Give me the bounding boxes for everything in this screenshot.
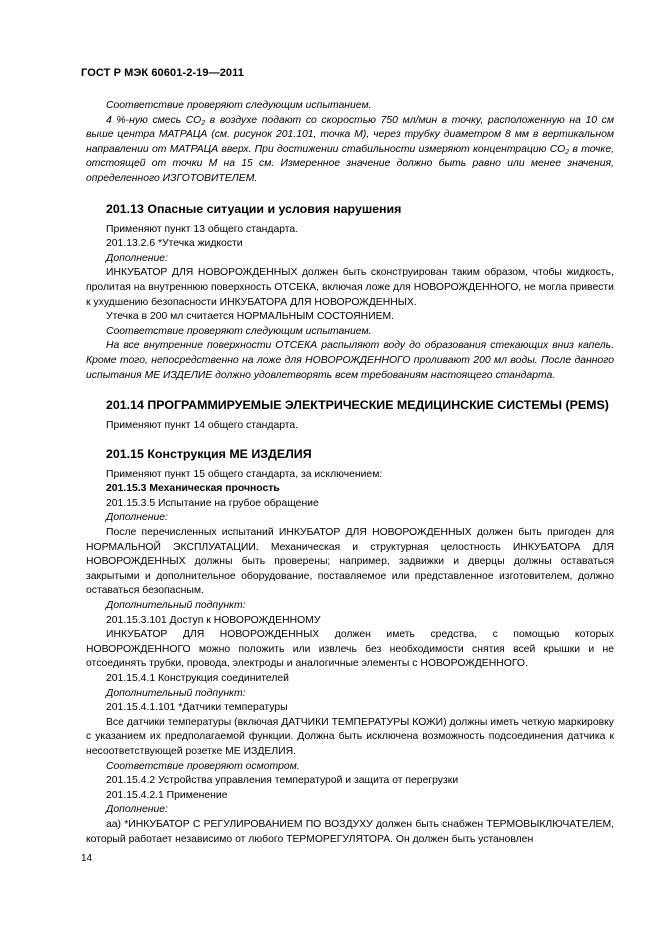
paragraph: ИНКУБАТОР ДЛЯ НОВОРОЖДЕННЫХ должен быть сконструирован таким образом, чтобы жидкость, пролитая на внутреннюю поверхность ОТСЕКА, включая ложе для НОВОРОЖДЕННОГО, не могла привести к ухудшению безопасности ИНКУБАТОРА ДЛЯ НОВОРОЖДЕННЫХ. [86,267,614,308]
paragraph: Применяют пункт 13 общего стандарта. [106,223,299,235]
gas-test-paragraph: 4 %-ную смесь $СО_2$ в воздухе подают со скоростью 750 мл/мин в точку, расположенную на 10 см выше центра МАТРАЦА (см. рисунок 201.101, точка М), через трубку диаметром 8 мм в вертикальном направлении от МАТРАЦА вверх. При достижении стабильности измеряют концентрацию $СО_2$ в точке, отстоящей от точки М на 15 см. Измеренное значение должно быть равно или менее значения, определенного ИЗГОТОВИТЕЛЕМ. [86,114,614,184]
additional-subclause-label: Дополнительный подпункт: [106,687,246,699]
document-body [86,99,614,847]
paragraph: Все датчики температуры (включая ДАТЧИКИ ТЕМПЕРАТУРЫ КОЖИ) должны иметь четкую маркировку с указанием их предполагаемой функции. Должна быть исключена возможность подсоединения датчика к несоответствующей розетке МЕ ИЗДЕЛИЯ. [86,716,614,757]
compliance-line: Соответствие проверяют следующим испытанием. [106,325,372,337]
page-number: 14 [81,853,93,864]
paragraph: Применяют пункт 14 общего стандарта. [106,420,299,432]
paragraph: После перечисленных испытаний ИНКУБАТОР ДЛЯ НОВОРОЖДЕННЫХ должен быть пригоден для НОРМАЛЬНОЙ ЭКСПЛУАТАЦИИ. Механическая и структурная целостность ИНКУБАТОРА ДЛЯ НОВОРОЖДЕННЫХ должны быть проверены; например, задвижки и дверцы должны оставаться закрытыми и дополнительное оборудование, поставляемое или представленное изготовителем, должно оставаться безопасным. [86,527,614,597]
subclause-title: 201.15.4.2.1 Применение [106,789,228,801]
section-heading-201-14: 201.14 ПРОГРАММИРУЕМЫЕ ЭЛЕКТРИЧЕСКИЕ МЕДИЦИНСКИЕ СИСТЕМЫ (PEMS) [106,398,609,413]
additional-subclause-label: Дополнительный подпункт: [106,600,246,612]
list-item-aa: аа) *ИНКУБАТОР С РЕГУЛИРОВАНИЕМ ПО ВОЗДУХУ должен быть снабжен ТЕРМОВЫКЛЮЧАТЕЛЕМ, который работает независимо от любого ТЕРМОРЕГУЛЯТОРА. Он должен быть установлен [86,818,614,845]
subclause-title: 201.15.4.1.101 *Датчики температуры [106,702,288,714]
paragraph: Применяют пункт 15 общего стандарта, за исключением: [106,468,383,480]
subclause-title: 201.15.4.2 Устройства управления температурой и защита от перегрузки [106,775,459,787]
section-heading-201-15: 201.15 Конструкция МЕ ИЗДЕЛИЯ [106,446,312,461]
subclause-heading: 201.15.3 Механическая прочность [106,483,280,495]
paragraph: ИНКУБАТОР ДЛЯ НОВОРОЖДЕННЫХ должен иметь средства, с помощью которых НОВОРОЖДЕННОГО можно положить или извлечь без необходимости снятия всей крышки и не отсоединять трубки, провода, электроды и аналогичные элементы с НОВОРОЖДЕННОГО. [86,629,614,670]
section-heading-201-13: 201.13 Опасные ситуации и условия нарушения [106,201,402,216]
document-header: ГОСТ Р МЭК 60601-2-19—2011 [81,67,244,79]
addition-label: Дополнение: [106,252,168,264]
addition-label: Дополнение: [106,512,168,524]
test-paragraph: На все внутренние поверхности ОТСЕКА распыляют воду до образования стекающих вниз капель. Кроме того, непосредственно на ложе для НОВОРОЖДЕННОГО проливают 200 мл воды. После данного испытания МЕ ИЗДЕЛИЕ должно удовлетворять всем требованиям настоящего стандарта. [86,340,614,381]
subclause-title: 201.15.3.5 Испытание на грубое обращение [106,497,319,509]
subclause-title: 201.15.3.101 Доступ к НОВОРОЖДЕННОМУ [106,614,321,626]
compliance-line: Соответствие проверяют следующим испытанием. [106,100,372,111]
paragraph: Утечка в 200 мл считается НОРМАЛЬНЫМ СОСТОЯНИЕМ. [106,311,395,323]
subclause-title: 201.15.4.1 Конструкция соединителей [106,673,289,684]
addition-label: Дополнение: [106,804,168,816]
subclause-title: 201.13.2.6 *Утечка жидкости [106,238,243,250]
compliance-line: Соответствие проверяют осмотром. [106,760,300,772]
